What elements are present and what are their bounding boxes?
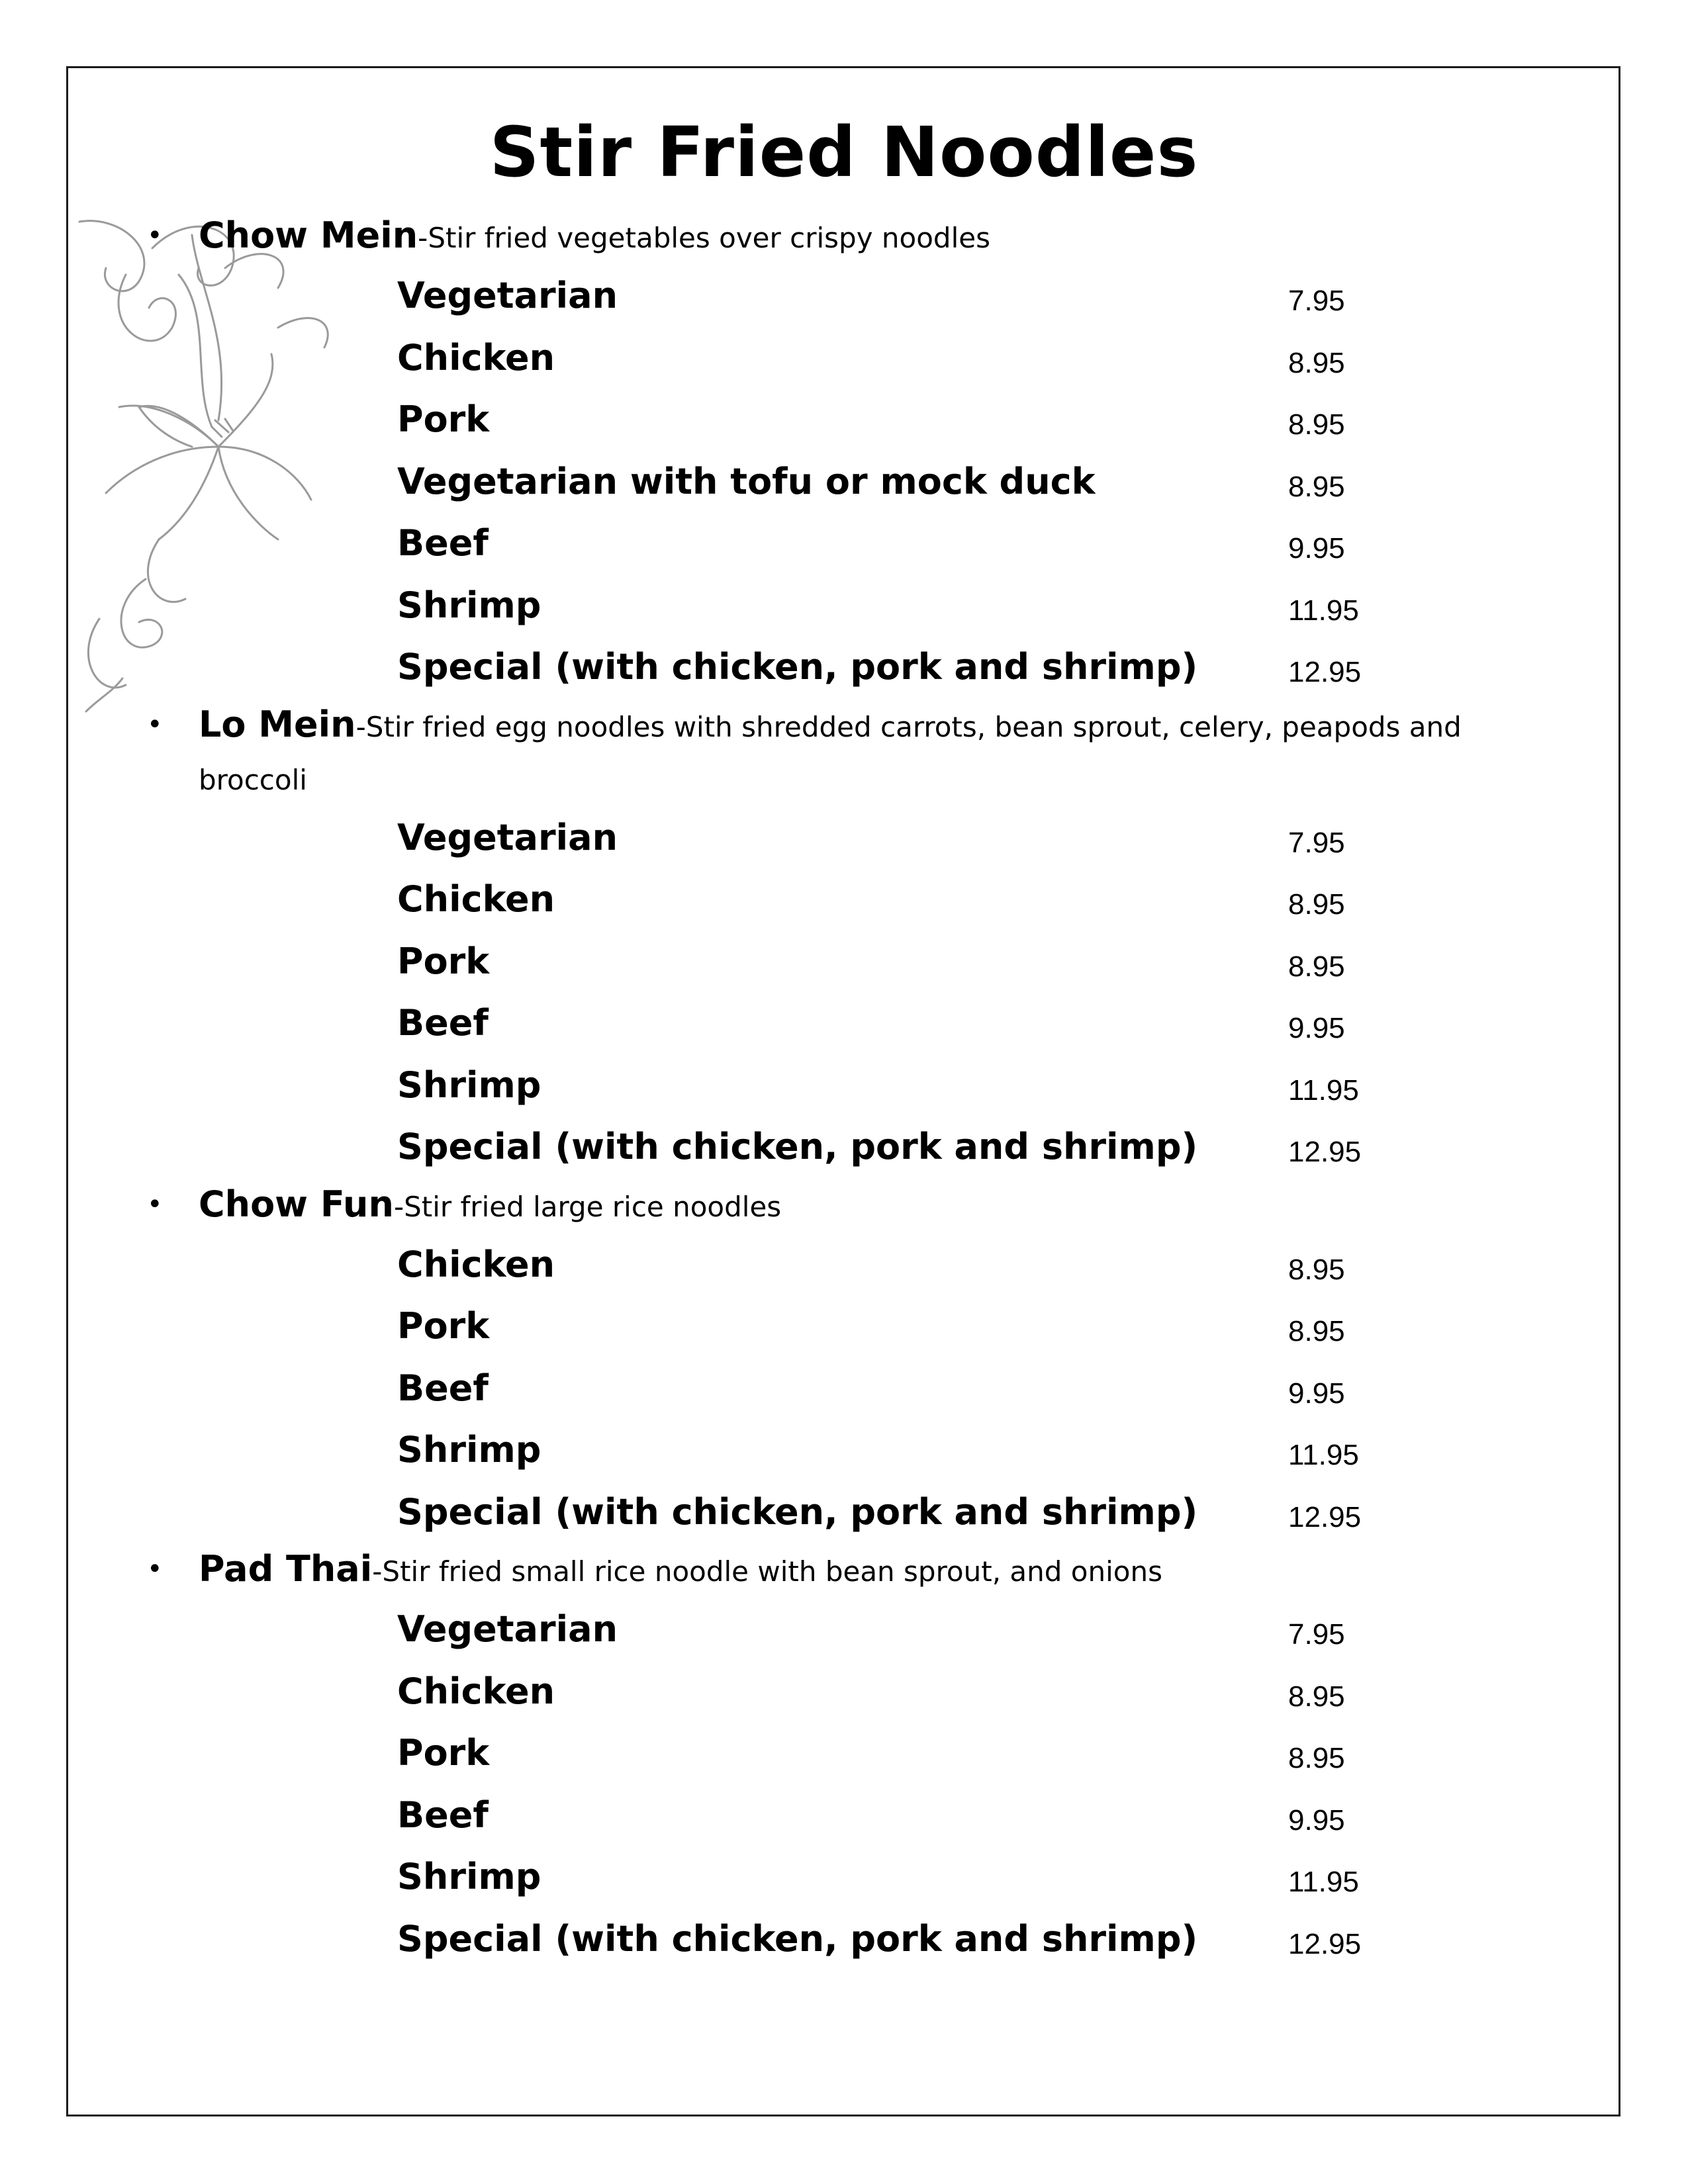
item-price: 11.95	[1288, 1073, 1359, 1107]
item-price: 11.95	[1288, 1866, 1359, 1898]
menu-item-row	[0, 807, 1688, 869]
item-label: Vegetarian with tofu or mock duck	[397, 460, 1096, 502]
item-price: 12.95	[1288, 1927, 1362, 1960]
menu-item-row	[0, 992, 1688, 1054]
dish-description: -Stir fried vegetables over crispy noodles	[418, 222, 990, 254]
item-label: Beef	[397, 1002, 489, 1044]
dish-description: -Stir fried egg noodles with shredded carrots, bean sprout, celery, peapods and broccoli	[199, 710, 1462, 796]
dish-description: -Stir fried large rice noodles	[393, 1190, 782, 1223]
item-label: Vegetarian	[397, 816, 618, 858]
menu-item-row	[0, 636, 1688, 698]
item-price: 12.95	[1288, 1500, 1362, 1533]
item-label: Vegetarian	[397, 1608, 618, 1650]
bullet-icon: •	[147, 1554, 163, 1584]
menu-item-row	[0, 451, 1688, 513]
menu-item-row	[0, 388, 1688, 451]
menu-item-row	[0, 1784, 1688, 1846]
menu-item-row	[0, 1357, 1688, 1420]
menu-item-row	[0, 1116, 1688, 1178]
item-price: 12.95	[1288, 1136, 1362, 1168]
item-price: 11.95	[1288, 1439, 1359, 1471]
item-label: Shrimp	[397, 584, 541, 626]
item-label: Special (with chicken, pork and shrimp)	[397, 1126, 1198, 1167]
menu-item-row	[0, 931, 1688, 993]
menu-item-row	[0, 574, 1688, 637]
dish-description: -Stir fried small rice noodle with bean sprout, and onions	[372, 1555, 1162, 1588]
menu-section-lo-mein	[0, 698, 1688, 1178]
menu-item-row	[0, 1598, 1688, 1661]
item-label: Beef	[397, 522, 489, 564]
menu-item-row	[0, 1722, 1688, 1784]
item-price: 8.95	[1288, 1253, 1345, 1286]
menu-item-row	[0, 1054, 1688, 1116]
item-label: Pork	[397, 940, 490, 982]
menu-item-row	[0, 265, 1688, 327]
item-label: Pork	[397, 1732, 490, 1774]
item-label: Special (with chicken, pork and shrimp)	[397, 646, 1198, 688]
item-price: 7.95	[1288, 1618, 1345, 1651]
section-header	[0, 209, 1688, 265]
menu-item-row	[0, 1846, 1688, 1908]
item-price: 8.95	[1288, 470, 1345, 503]
dish-name: Lo Mein	[199, 703, 356, 745]
item-label: Chicken	[397, 1670, 555, 1712]
item-price: 8.95	[1288, 888, 1345, 921]
item-label: Beef	[397, 1794, 489, 1836]
item-price: 8.95	[1288, 1742, 1345, 1774]
dish-name: Chow Fun	[199, 1183, 394, 1225]
menu-item-row	[0, 1419, 1688, 1481]
item-price: 8.95	[1288, 346, 1345, 379]
item-price: 7.95	[1288, 826, 1345, 859]
item-price: 9.95	[1288, 1377, 1345, 1410]
item-price: 8.95	[1288, 950, 1345, 983]
section-header	[0, 1543, 1688, 1598]
section-header	[0, 698, 1688, 807]
item-label: Pork	[397, 1305, 490, 1347]
item-price: 9.95	[1288, 532, 1345, 565]
item-label: Chicken	[397, 878, 555, 920]
item-price: 8.95	[1288, 1315, 1345, 1347]
item-price: 7.95	[1288, 285, 1345, 317]
bullet-icon: •	[147, 1189, 163, 1220]
item-label: Shrimp	[397, 1856, 541, 1897]
item-label: Pork	[397, 398, 490, 440]
menu-section-chow-fun	[0, 1178, 1688, 1543]
menu-item-row	[0, 1908, 1688, 1970]
item-label: Chicken	[397, 336, 555, 379]
menu-item-row	[0, 327, 1688, 389]
item-label: Shrimp	[397, 1064, 541, 1106]
item-label: Beef	[397, 1367, 489, 1409]
item-label: Chicken	[397, 1243, 555, 1285]
item-price: 11.95	[1288, 594, 1359, 627]
item-label: Shrimp	[397, 1429, 541, 1471]
item-label: Vegetarian	[397, 275, 618, 316]
item-label: Special (with chicken, pork and shrimp)	[397, 1917, 1198, 1960]
page-title: Stir Fried Noodles	[489, 112, 1199, 193]
item-price: 9.95	[1288, 1012, 1345, 1044]
section-header	[0, 1178, 1688, 1234]
menu-item-row	[0, 868, 1688, 931]
item-label: Special (with chicken, pork and shrimp)	[397, 1490, 1198, 1533]
menu-item-row	[0, 1661, 1688, 1723]
menu-section-chow-mein	[0, 209, 1688, 698]
menu-item-row	[0, 1295, 1688, 1357]
dish-name: Chow Mein	[199, 214, 418, 256]
menu-item-row	[0, 512, 1688, 574]
item-price: 8.95	[1288, 1680, 1345, 1713]
menu-item-row	[0, 1481, 1688, 1543]
bullet-icon: •	[147, 709, 163, 740]
dish-name: Pad Thai	[199, 1548, 373, 1590]
menu-section-pad-thai	[0, 1543, 1688, 1970]
menu-item-row	[0, 1234, 1688, 1296]
bullet-icon: •	[147, 220, 163, 251]
item-price: 8.95	[1288, 408, 1345, 441]
item-price: 12.95	[1288, 656, 1362, 688]
item-price: 9.95	[1288, 1803, 1345, 1837]
menu-sections	[0, 209, 1688, 1970]
